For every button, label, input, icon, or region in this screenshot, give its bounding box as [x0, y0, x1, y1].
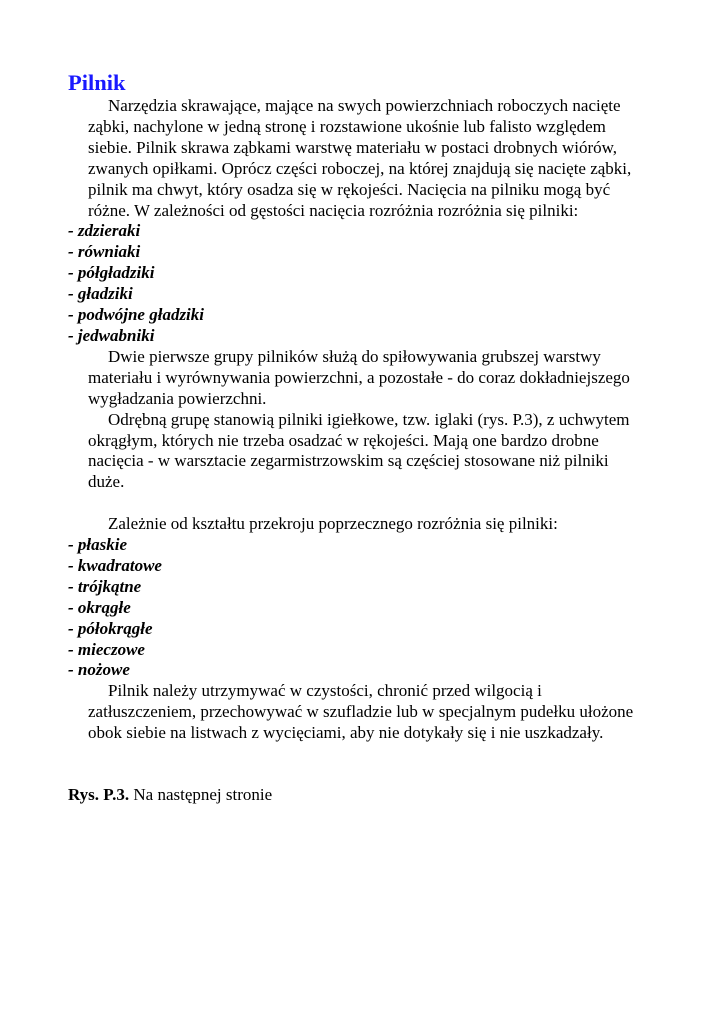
shape-list — [68, 535, 668, 681]
paragraph-shapes-intro — [68, 514, 658, 535]
paragraph-line: nacięcia - w warsztacie zegarmistrzowskim są częściej stosowane niż pilniki — [88, 451, 609, 471]
list-item: - podwójne gładziki — [68, 305, 205, 325]
list-item: - płaskie — [68, 535, 128, 555]
list-item: - równiaki — [68, 242, 141, 262]
caption-label: Rys. P.3. — [68, 785, 130, 805]
list-item: - zdzieraki — [68, 221, 141, 241]
list-item: - mieczowe — [68, 639, 145, 659]
caption-text: Na następnej stronie — [129, 785, 273, 805]
paragraph-line: wygładzania powierzchni. — [88, 388, 267, 408]
spacer — [68, 744, 668, 785]
document-content — [68, 70, 668, 806]
list-item: - kwadratowe — [68, 555, 162, 575]
figure-caption — [68, 785, 668, 806]
list-item: - trójkątne — [68, 576, 142, 596]
paragraph-line: duże. — [88, 472, 125, 492]
paragraph-needle-files — [68, 410, 658, 494]
paragraph-line: zwanych opiłkami. Oprócz części roboczej, na której znajdują się nacięte ząbki, — [88, 158, 632, 178]
paragraph-usage — [68, 347, 658, 410]
density-list — [68, 221, 668, 346]
list-item: - półgładziki — [68, 263, 155, 283]
paragraph-line: Zależnie od kształtu przekroju poprzecznego rozróżnia się pilniki: — [108, 514, 558, 534]
list-item: - gładziki — [68, 284, 133, 304]
list-item: - nożowe — [68, 660, 130, 680]
list-item: - półokrągłe — [68, 618, 153, 638]
paragraph-line: siebie. Pilnik skrawa ząbkami warstwę materiału w postaci drobnych wiórów, — [88, 137, 618, 157]
paragraph-line: obok siebie na listwach z wycięciami, aby nie dotykały się i nie uszkadzały. — [88, 723, 604, 743]
paragraph-line: Dwie pierwsze grupy pilników służą do spiłowywania grubszej warstwy — [108, 346, 601, 366]
paragraph-line: pilnik ma chwyt, który osadza się w rękojeści. Nacięcia na pilniku mogą być — [88, 179, 611, 199]
paragraph-intro — [68, 96, 658, 221]
paragraph-storage — [68, 681, 658, 744]
list-item: - jedwabniki — [68, 325, 155, 345]
paragraph-line: Pilnik należy utrzymywać w czystości, chronić przed wilgocią i — [108, 681, 542, 701]
blank-line — [68, 493, 668, 514]
paragraph-line: różne. W zależności od gęstości nacięcia rozróżnia rozróżnia się pilniki: — [88, 200, 579, 220]
paragraph-line: okrągłym, których nie trzeba osadzać w rękojeści. Mają one bardzo drobne — [88, 430, 599, 450]
paragraph-line: materiału i wyrównywania powierzchni, a pozostałe - do coraz dokładniejszego — [88, 367, 630, 387]
page-title: Pilnik — [68, 70, 126, 95]
paragraph-line: zatłuszczeniem, przechowywać w szufladzie lub w specjalnym pudełku ułożone — [88, 702, 634, 722]
list-item: - okrągłe — [68, 597, 131, 617]
paragraph-line: Odrębną grupę stanowią pilniki igiełkowe, tzw. iglaki (rys. P.3), z uchwytem — [108, 409, 630, 429]
paragraph-line: Narzędzia skrawające, mające na swych powierzchniach roboczych nacięte — [108, 96, 621, 115]
paragraph-line: ząbki, nachylone w jedną stronę i rozstawione ukośnie lub falisto względem — [88, 116, 606, 136]
